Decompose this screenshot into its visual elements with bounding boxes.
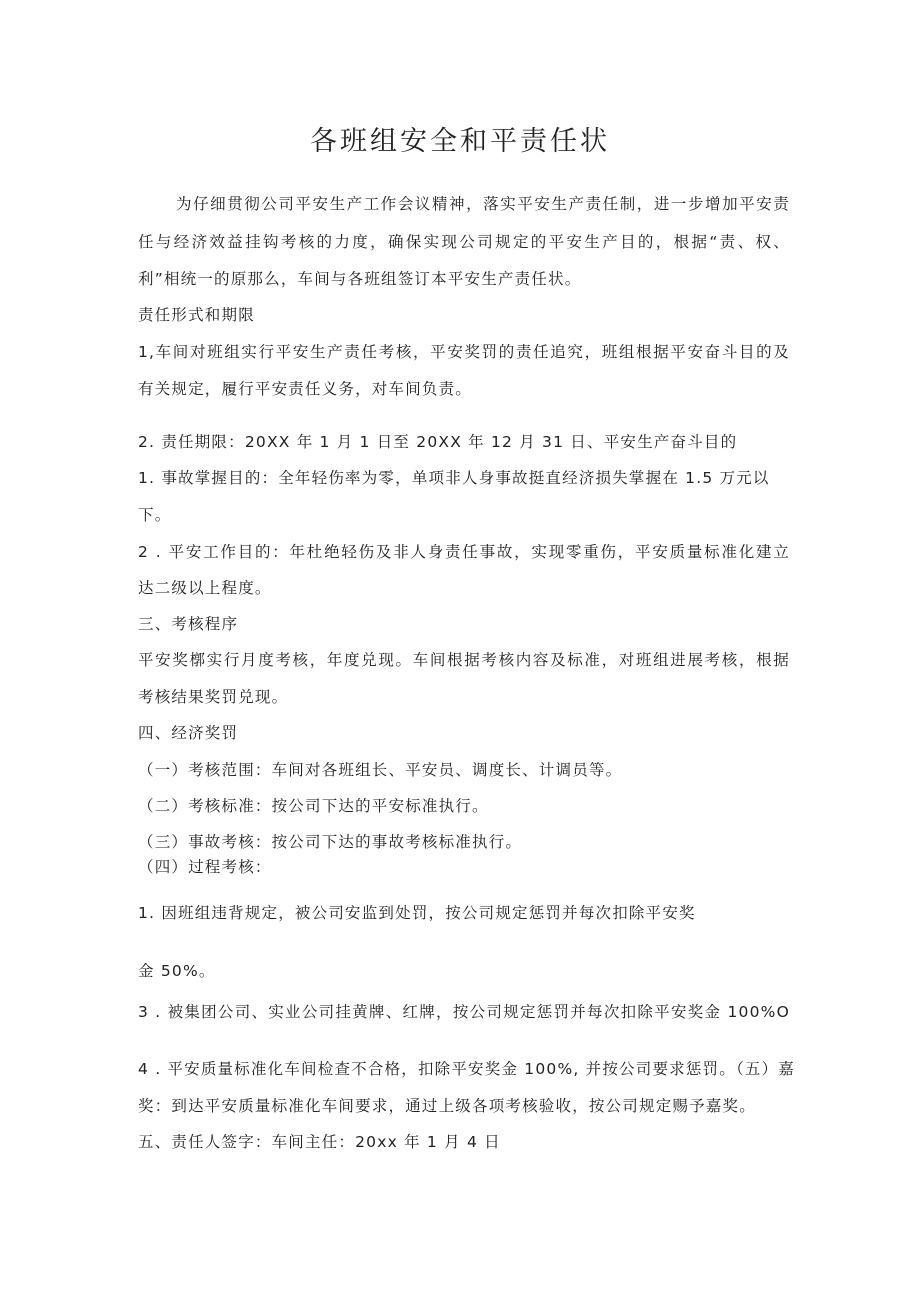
item1-line-1: 1,车间对班组实行平安生产责任考核，平安奖罚的责任追究，班组根据平安奋斗目的及 [138, 343, 790, 361]
goal2-line-1: 2 . 平安工作目的：年杜绝轻伤及非人身责任事故，实现零重伤，平安质量标准化建立 [138, 543, 790, 561]
section-heading-assessment: 三、考核程序 [138, 615, 239, 633]
sub-item-standard: （二）考核标准：按公司下达的平安标准执行。 [138, 797, 489, 815]
section-heading-responsibility: 责任形式和期限 [138, 306, 255, 324]
signature-line: 五、责任人签字：车间主任：20xx 年 1 月 4 日 [138, 1133, 501, 1151]
goal1-line-2: 下。 [138, 506, 172, 524]
section-heading-rewards: 四、经济奖罚 [138, 724, 239, 742]
sub-item-process: （四）过程考核： [138, 858, 272, 876]
document-title: 各班组安全和平责任状 [310, 126, 610, 157]
goal1-line-1: 1. 事故掌握目的：全年轻伤率为零，单项非人身事故挺直经济损失掌握在 1.5 万元以 [138, 469, 770, 487]
sec3-line-1: 平安奖槨实行月度考核，年度兑现。车间根据考核内容及标准，对班组进展考核，根据 [138, 651, 790, 669]
penalty-4-line-1: 4 . 平安质量标准化车间检查不合格，扣除平安奖金 100%, 并按公司要求惩罚。（五）嘉 [138, 1060, 795, 1078]
item1-line-2: 有关规定，履行平安责任义务，对车间负责。 [138, 380, 473, 398]
sub-item-scope: （一）考核范围：车间对各班组长、平安员、调度长、计调员等。 [138, 761, 623, 779]
sec3-line-2: 考核结果奖罚兑现。 [138, 688, 289, 706]
penalty-4-line-2: 奖：到达平安质量标准化车间要求，通过上级各项考核验收，按公司规定赐予嘉奖。 [138, 1097, 756, 1115]
goal2-line-2: 达二级以上程度。 [138, 579, 272, 597]
item2-period: 2. 责任期限：20XX 年 1 月 1 日至 20XX 年 12 月 31 日、平安生产奋斗目的 [138, 433, 738, 451]
intro-line-1: 为仔细贯彻公司平安生产工作会议精神，落实平安生产责任制，进一步增加平安责 [176, 195, 790, 213]
penalty-3: 3 . 被集团公司、实业公司挂黄牌、红牌，按公司规定惩罚并每次扣除平安奖金 100%O [138, 1003, 790, 1021]
sub-item-accident: （三）事故考核：按公司下达的事故考核标准执行。 [138, 833, 523, 851]
penalty-1-line-1: 1. 因班组违背规定，被公司安监到处罚，按公司规定惩罚并每次扣除平安奖 [138, 904, 696, 922]
intro-line-2: 任与经济效益挂钩考核的力度，确保实现公司规定的平安生产目的，根据“责、权、 [138, 233, 790, 251]
intro-line-3: 利”相统一的原那么，车间与各班组签订本平安生产责任状。 [138, 270, 582, 288]
penalty-1-line-2: 金 50%。 [138, 962, 216, 980]
